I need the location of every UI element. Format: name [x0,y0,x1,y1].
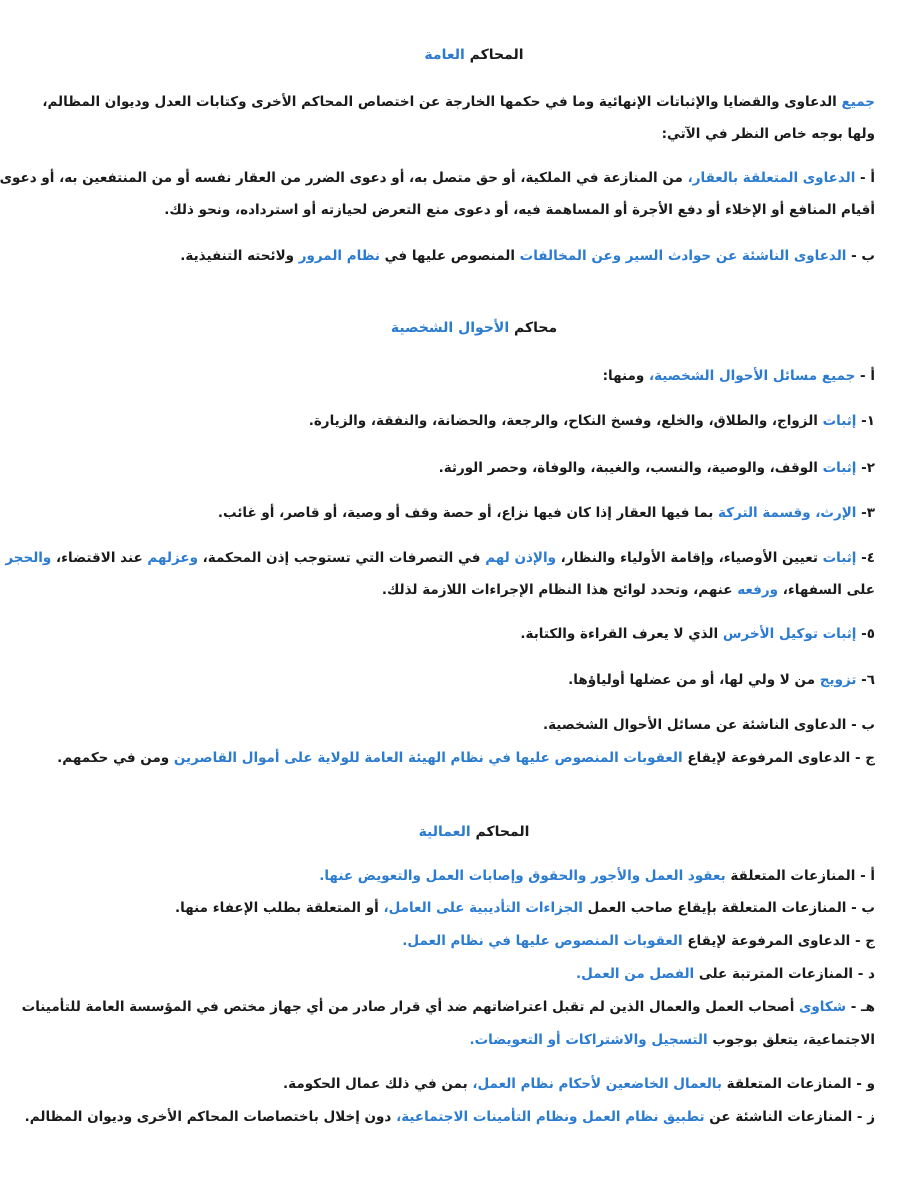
labor-item-c [59,931,875,951]
item-text: الوقف، والوصية، والنسب، والغيبة، والوفاة، وحصر الورثة. [438,460,823,476]
item-highlight: التسجيل والاشتراكات أو التعويضات. [469,1032,708,1048]
item-highlight: تطبيق نظام العمل ونظام التأمينات الاجتماعية، [396,1109,705,1125]
item-highlight-2: نظام المرور [298,248,380,264]
item-highlight-2: والإذن لهم [485,550,556,566]
item-prefix: ز - المنازعات الناشئة عن [704,1109,875,1125]
item-highlight: جميع مسائل الأحوال الشخصية، [648,368,856,384]
item-text-2: في التصرفات التي تستوجب إذن المحكمة، [197,550,486,566]
item-prefix: أ - [855,368,875,384]
labor-item-f [59,1074,875,1094]
item-highlight: بالعمال الخاضعين لأحكام نظام العمل، [472,1076,722,1092]
labor-item-a [59,866,875,886]
section-heading-general-courts [29,45,919,65]
intro-text: الدعاوى والقضايا والإثباتات الإنهائية وما في حكمها الخارجة عن اختصاص المحاكم الأخرى وكتابات العدل وديوان المظالم، [42,94,842,110]
labor-item-e-line2 [59,1030,875,1050]
labor-item-d [59,964,875,984]
item-highlight: الدعاوى المتعلقة بالعقار، [687,170,856,186]
item-text: دون إخلال باختصاصات المحاكم الأخرى وديوان المظالم. [24,1109,397,1125]
labor-item-g [24,1107,875,1127]
item-prefix: ب - المنازعات المتعلقة بإيقاع صاحب العمل [582,900,875,916]
personal-item-2 [59,458,875,478]
heading-highlight: العامة [424,47,465,63]
item-prefix: هـ - [846,999,875,1015]
item-highlight: العقوبات المنصوص عليها في نظام العمل. [402,933,683,949]
general-intro-line2: ولها بوجه خاص النظر في الآتي: [661,126,875,142]
item-text: الزواج، والطلاق، والخلع، وفسخ النكاح، والرجعة، والحضانة، والنفقة، والزيارة. [308,413,823,429]
general-intro-line1 [42,92,875,112]
item-highlight: الإرث، وقسمة التركة [718,505,857,521]
item-text-3: عند الاقتضاء، [51,550,148,566]
item-text-a: على السفهاء، [778,582,875,598]
item-text: بمن في ذلك عمال الحكومة. [283,1076,473,1092]
item-prefix: ج - الدعاوى المرفوعة لإيقاع [682,933,875,949]
item-prefix: ٣- [856,505,875,521]
item-prefix: ب - [846,248,875,264]
personal-item-c [59,748,875,768]
heading-plain: المحاكم [469,47,524,63]
item-text-b: عنهم، وتحدد لوائح هذا النظام الإجراءات اللازمة لذلك. [381,582,738,598]
personal-item-1 [59,411,875,431]
heading-highlight: العمالية [418,824,471,840]
item-text: الذي لا يعرف القراءة والكتابة. [520,626,723,642]
item-prefix: ٦- [856,672,875,688]
personal-item-b: ب - الدعاوى الناشئة عن مسائل الأحوال الشخصية. [542,717,875,733]
item-text: من المنازعة في الملكية، أو حق متصل به، أو دعوى الضرر من العقار نفسه أو من المنتفعين به، أو دعوى [0,170,688,186]
item-highlight: إثبات [822,413,857,429]
item-highlight: إثبات توكيل الأخرس [722,626,857,642]
item-text-end: ولائحته التنفيذية. [180,248,299,264]
item-prefix: ٤- [856,550,875,566]
heading-plain: المحاكم [475,824,530,840]
item-highlight: إثبات [822,460,857,476]
item-text: أصحاب العمل والعمال الذين لم تقبل اعتراضاتهم ضد أي قرار صادر من أي جهاز مختص في المؤسسة العامة للتأمينات [21,999,800,1015]
section-heading-labor-courts [29,822,919,842]
labor-item-e-line1 [21,997,875,1017]
item-highlight-3: وعزلهم [147,550,198,566]
item-highlight: شكاوى [799,999,847,1015]
item-text-1: تعيين الأوصياء، وإقامة الأولياء والنظار، [555,550,823,566]
item-prefix: ١- [856,413,875,429]
general-item-b [59,246,875,266]
item-prefix: و - المنازعات المتعلقة [721,1076,875,1092]
item-highlight: العقوبات المنصوص عليها في نظام الهيئة العامة للولاية على أموال القاصرين [173,750,683,766]
section-heading-personal-status [29,318,919,338]
item-prefix: أ - [855,170,875,186]
general-item-a-line1 [0,168,875,188]
item-text: بما فيها العقار إذا كان فيها نزاع، أو حصة وقف أو وصية، أو قاصر، أو غائب. [217,505,719,521]
item-text: المنصوص عليها في [379,248,520,264]
heading-plain: محاكم [514,320,558,336]
item-highlight-4: والحجر [5,550,52,566]
item-text: من لا ولي لها، أو من عضلها أولياؤها. [568,672,820,688]
intro-highlight-word: جميع [841,94,875,110]
heading-highlight: الأحوال الشخصية [390,320,510,336]
item-prefix: د - المنازعات المترتبة على [694,966,875,982]
item-highlight-1: إثبات [822,550,857,566]
personal-item-4-line1 [5,548,875,568]
item-text: ومنها: [602,368,649,384]
general-item-a-line2: أقيام المنافع أو الإخلاء أو دفع الأجرة أو المساهمة فيه، أو دعوى منع التعرض لحيازته أو استرداده، ونحو ذلك. [164,202,875,218]
item-prefix: ٢- [856,460,875,476]
item-text: الاجتماعية، يتعلق بوجوب [707,1032,875,1048]
labor-item-b [59,898,875,918]
personal-item-6 [59,670,875,690]
item-highlight: الفصل من العمل. [575,966,695,982]
item-prefix: ٥- [856,626,875,642]
item-prefix: ج - الدعاوى المرفوعة لإيقاع [682,750,875,766]
item-highlight: بعقود العمل والأجور والحقوق وإصابات العمل والتعويض عنها. [319,868,726,884]
item-highlight: تزويج [819,672,857,688]
item-highlight: الجزاءات التأديبية على العامل، [383,900,583,916]
item-highlight: ورفعه [737,582,779,598]
personal-item-a [59,366,875,386]
item-text: ومن في حكمهم. [57,750,174,766]
personal-item-4-line2 [59,580,875,600]
personal-item-5 [59,624,875,644]
item-prefix: أ - المنازعات المتعلقة [725,868,875,884]
item-text: أو المتعلقة بطلب الإعفاء منها. [175,900,384,916]
item-highlight: الدعاوى الناشئة عن حوادث السير وعن المخالفات [519,248,847,264]
personal-item-3 [59,503,875,523]
